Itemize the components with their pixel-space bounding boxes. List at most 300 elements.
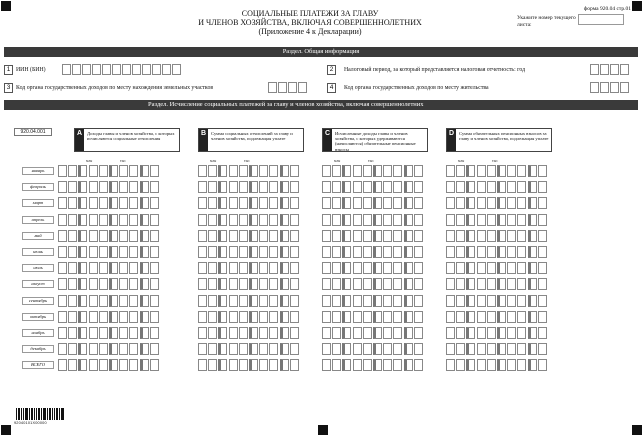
amount-digit-cell[interactable]	[507, 311, 516, 323]
amount-digit-cell[interactable]	[477, 230, 486, 242]
amount-digit-cell[interactable]	[99, 295, 108, 307]
amount-digit-cell[interactable]	[78, 246, 87, 258]
amount-digit-cell[interactable]	[353, 165, 362, 177]
amount-digit-cell[interactable]	[119, 214, 128, 226]
iin-digit-cell[interactable]	[132, 64, 141, 75]
amount-digit-cell[interactable]	[322, 214, 331, 226]
amount-digit-cell[interactable]	[89, 165, 98, 177]
amount-digit-cell[interactable]	[446, 278, 455, 290]
amount-digit-cell[interactable]	[150, 246, 159, 258]
amount-digit-cell[interactable]	[528, 327, 537, 339]
amount-digit-cell[interactable]	[239, 197, 248, 209]
amount-digit-cell[interactable]	[109, 181, 118, 193]
amount-digit-cell[interactable]	[99, 343, 108, 355]
amount-digit-cell[interactable]	[373, 165, 382, 177]
amount-digit-cell[interactable]	[517, 295, 526, 307]
amount-digit-cell[interactable]	[487, 246, 496, 258]
amount-digit-cell[interactable]	[456, 343, 465, 355]
amount-digit-cell[interactable]	[290, 343, 299, 355]
amount-digit-cell[interactable]	[342, 181, 351, 193]
amount-digit-cell[interactable]	[269, 165, 278, 177]
amount-digit-cell[interactable]	[280, 343, 289, 355]
amount-digit-cell[interactable]	[129, 214, 138, 226]
amount-digit-cell[interactable]	[208, 165, 217, 177]
amount-digit-cell[interactable]	[383, 278, 392, 290]
amount-digit-cell[interactable]	[89, 197, 98, 209]
amount-digit-cell[interactable]	[497, 246, 506, 258]
amount-digit-cell[interactable]	[393, 327, 402, 339]
amount-digit-cell[interactable]	[249, 230, 258, 242]
amount-digit-cell[interactable]	[528, 295, 537, 307]
amount-digit-cell[interactable]	[487, 165, 496, 177]
amount-digit-cell[interactable]	[280, 230, 289, 242]
amount-digit-cell[interactable]	[477, 165, 486, 177]
amount-digit-cell[interactable]	[78, 181, 87, 193]
amount-digit-cell[interactable]	[259, 230, 268, 242]
amount-digit-cell[interactable]	[322, 246, 331, 258]
amount-digit-cell[interactable]	[363, 214, 372, 226]
amount-digit-cell[interactable]	[446, 295, 455, 307]
amount-digit-cell[interactable]	[119, 343, 128, 355]
amount-digit-cell[interactable]	[58, 246, 67, 258]
amount-digit-cell[interactable]	[507, 343, 516, 355]
amount-digit-cell[interactable]	[119, 327, 128, 339]
amount-digit-cell[interactable]	[150, 327, 159, 339]
amount-digit-cell[interactable]	[393, 311, 402, 323]
amount-digit-cell[interactable]	[119, 181, 128, 193]
amount-digit-cell[interactable]	[353, 214, 362, 226]
amount-digit-cell[interactable]	[373, 246, 382, 258]
amount-digit-cell[interactable]	[497, 181, 506, 193]
amount-digit-cell[interactable]	[393, 262, 402, 274]
amount-digit-cell[interactable]	[259, 214, 268, 226]
amount-digit-cell[interactable]	[269, 246, 278, 258]
amount-digit-cell[interactable]	[68, 311, 77, 323]
amount-digit-cell[interactable]	[150, 230, 159, 242]
amount-digit-cell[interactable]	[497, 165, 506, 177]
amount-digit-cell[interactable]	[456, 165, 465, 177]
amount-digit-cell[interactable]	[393, 214, 402, 226]
amount-digit-cell[interactable]	[109, 327, 118, 339]
amount-digit-cell[interactable]	[280, 246, 289, 258]
amount-digit-cell[interactable]	[58, 181, 67, 193]
amount-digit-cell[interactable]	[249, 311, 258, 323]
amount-digit-cell[interactable]	[332, 327, 341, 339]
amount-digit-cell[interactable]	[229, 327, 238, 339]
amount-digit-cell[interactable]	[140, 262, 149, 274]
amount-digit-cell[interactable]	[507, 295, 516, 307]
amount-digit-cell[interactable]	[322, 262, 331, 274]
amount-digit-cell[interactable]	[404, 295, 413, 307]
amount-digit-cell[interactable]	[383, 262, 392, 274]
amount-digit-cell[interactable]	[517, 359, 526, 371]
amount-digit-cell[interactable]	[290, 214, 299, 226]
amount-digit-cell[interactable]	[414, 343, 423, 355]
amount-digit-cell[interactable]	[208, 327, 217, 339]
amount-digit-cell[interactable]	[383, 181, 392, 193]
amount-digit-cell[interactable]	[507, 359, 516, 371]
amount-digit-cell[interactable]	[119, 311, 128, 323]
amount-digit-cell[interactable]	[332, 278, 341, 290]
amount-digit-cell[interactable]	[538, 343, 547, 355]
amount-digit-cell[interactable]	[280, 327, 289, 339]
amount-digit-cell[interactable]	[538, 262, 547, 274]
amount-digit-cell[interactable]	[198, 214, 207, 226]
amount-digit-cell[interactable]	[208, 278, 217, 290]
amount-digit-cell[interactable]	[528, 278, 537, 290]
amount-digit-cell[interactable]	[322, 165, 331, 177]
page-number-field[interactable]	[578, 14, 624, 25]
amount-digit-cell[interactable]	[208, 214, 217, 226]
amount-digit-cell[interactable]	[208, 295, 217, 307]
amount-digit-cell[interactable]	[373, 343, 382, 355]
amount-digit-cell[interactable]	[249, 327, 258, 339]
amount-digit-cell[interactable]	[249, 181, 258, 193]
amount-digit-cell[interactable]	[150, 181, 159, 193]
amount-digit-cell[interactable]	[280, 262, 289, 274]
amount-digit-cell[interactable]	[414, 246, 423, 258]
amount-digit-cell[interactable]	[373, 278, 382, 290]
year-digit-cell[interactable]	[600, 64, 609, 75]
amount-digit-cell[interactable]	[332, 181, 341, 193]
amount-digit-cell[interactable]	[393, 246, 402, 258]
amount-digit-cell[interactable]	[229, 230, 238, 242]
amount-digit-cell[interactable]	[269, 181, 278, 193]
amount-digit-cell[interactable]	[218, 165, 227, 177]
amount-digit-cell[interactable]	[342, 165, 351, 177]
amount-digit-cell[interactable]	[353, 327, 362, 339]
amount-digit-cell[interactable]	[517, 246, 526, 258]
amount-digit-cell[interactable]	[99, 278, 108, 290]
amount-digit-cell[interactable]	[208, 230, 217, 242]
amount-digit-cell[interactable]	[78, 197, 87, 209]
amount-digit-cell[interactable]	[363, 262, 372, 274]
amount-digit-cell[interactable]	[477, 262, 486, 274]
amount-digit-cell[interactable]	[129, 181, 138, 193]
amount-digit-cell[interactable]	[404, 165, 413, 177]
amount-digit-cell[interactable]	[353, 230, 362, 242]
amount-digit-cell[interactable]	[332, 295, 341, 307]
amount-digit-cell[interactable]	[477, 311, 486, 323]
amount-digit-cell[interactable]	[129, 278, 138, 290]
amount-digit-cell[interactable]	[322, 343, 331, 355]
amount-digit-cell[interactable]	[414, 295, 423, 307]
amount-digit-cell[interactable]	[198, 262, 207, 274]
amount-digit-cell[interactable]	[259, 197, 268, 209]
amount-digit-cell[interactable]	[507, 230, 516, 242]
amount-digit-cell[interactable]	[239, 262, 248, 274]
amount-digit-cell[interactable]	[129, 246, 138, 258]
amount-digit-cell[interactable]	[140, 165, 149, 177]
amount-digit-cell[interactable]	[332, 214, 341, 226]
amount-digit-cell[interactable]	[109, 197, 118, 209]
amount-digit-cell[interactable]	[68, 197, 77, 209]
amount-digit-cell[interactable]	[538, 197, 547, 209]
amount-digit-cell[interactable]	[373, 214, 382, 226]
amount-digit-cell[interactable]	[466, 311, 475, 323]
amount-digit-cell[interactable]	[342, 327, 351, 339]
amount-digit-cell[interactable]	[218, 181, 227, 193]
amount-digit-cell[interactable]	[208, 181, 217, 193]
amount-digit-cell[interactable]	[129, 327, 138, 339]
amount-digit-cell[interactable]	[58, 343, 67, 355]
amount-digit-cell[interactable]	[383, 165, 392, 177]
amount-digit-cell[interactable]	[477, 327, 486, 339]
amount-digit-cell[interactable]	[290, 311, 299, 323]
amount-digit-cell[interactable]	[466, 343, 475, 355]
amount-digit-cell[interactable]	[58, 327, 67, 339]
amount-digit-cell[interactable]	[99, 214, 108, 226]
amount-digit-cell[interactable]	[58, 214, 67, 226]
amount-digit-cell[interactable]	[353, 246, 362, 258]
amount-digit-cell[interactable]	[517, 165, 526, 177]
amount-digit-cell[interactable]	[528, 359, 537, 371]
amount-digit-cell[interactable]	[456, 359, 465, 371]
amount-digit-cell[interactable]	[507, 278, 516, 290]
amount-digit-cell[interactable]	[342, 359, 351, 371]
amount-digit-cell[interactable]	[487, 343, 496, 355]
amount-digit-cell[interactable]	[89, 214, 98, 226]
amount-digit-cell[interactable]	[507, 197, 516, 209]
residence-code-digit-cell[interactable]	[610, 82, 619, 93]
amount-digit-cell[interactable]	[507, 165, 516, 177]
amount-digit-cell[interactable]	[383, 214, 392, 226]
amount-digit-cell[interactable]	[466, 197, 475, 209]
amount-digit-cell[interactable]	[487, 295, 496, 307]
amount-digit-cell[interactable]	[290, 246, 299, 258]
amount-digit-cell[interactable]	[229, 246, 238, 258]
amount-digit-cell[interactable]	[353, 359, 362, 371]
amount-digit-cell[interactable]	[404, 359, 413, 371]
amount-digit-cell[interactable]	[249, 295, 258, 307]
amount-digit-cell[interactable]	[150, 165, 159, 177]
amount-digit-cell[interactable]	[119, 197, 128, 209]
amount-digit-cell[interactable]	[140, 246, 149, 258]
amount-digit-cell[interactable]	[322, 278, 331, 290]
amount-digit-cell[interactable]	[477, 197, 486, 209]
amount-digit-cell[interactable]	[259, 246, 268, 258]
amount-digit-cell[interactable]	[528, 165, 537, 177]
amount-digit-cell[interactable]	[456, 230, 465, 242]
amount-digit-cell[interactable]	[353, 295, 362, 307]
amount-digit-cell[interactable]	[249, 246, 258, 258]
amount-digit-cell[interactable]	[58, 359, 67, 371]
amount-digit-cell[interactable]	[538, 359, 547, 371]
amount-digit-cell[interactable]	[78, 165, 87, 177]
amount-digit-cell[interactable]	[497, 295, 506, 307]
amount-digit-cell[interactable]	[239, 181, 248, 193]
amount-digit-cell[interactable]	[342, 311, 351, 323]
amount-digit-cell[interactable]	[249, 359, 258, 371]
amount-digit-cell[interactable]	[269, 327, 278, 339]
amount-digit-cell[interactable]	[280, 359, 289, 371]
amount-digit-cell[interactable]	[150, 311, 159, 323]
amount-digit-cell[interactable]	[249, 343, 258, 355]
amount-digit-cell[interactable]	[456, 295, 465, 307]
amount-digit-cell[interactable]	[414, 197, 423, 209]
amount-digit-cell[interactable]	[517, 197, 526, 209]
amount-digit-cell[interactable]	[363, 246, 372, 258]
amount-digit-cell[interactable]	[68, 295, 77, 307]
amount-digit-cell[interactable]	[373, 181, 382, 193]
amount-digit-cell[interactable]	[99, 181, 108, 193]
amount-digit-cell[interactable]	[218, 197, 227, 209]
amount-digit-cell[interactable]	[393, 197, 402, 209]
amount-digit-cell[interactable]	[497, 311, 506, 323]
amount-digit-cell[interactable]	[393, 295, 402, 307]
amount-digit-cell[interactable]	[198, 230, 207, 242]
amount-digit-cell[interactable]	[109, 311, 118, 323]
amount-digit-cell[interactable]	[322, 181, 331, 193]
amount-digit-cell[interactable]	[507, 327, 516, 339]
amount-digit-cell[interactable]	[517, 230, 526, 242]
amount-digit-cell[interactable]	[89, 181, 98, 193]
amount-digit-cell[interactable]	[229, 359, 238, 371]
amount-digit-cell[interactable]	[456, 327, 465, 339]
amount-digit-cell[interactable]	[78, 278, 87, 290]
amount-digit-cell[interactable]	[239, 327, 248, 339]
amount-digit-cell[interactable]	[259, 311, 268, 323]
amount-digit-cell[interactable]	[528, 262, 537, 274]
amount-digit-cell[interactable]	[198, 181, 207, 193]
amount-digit-cell[interactable]	[477, 359, 486, 371]
amount-digit-cell[interactable]	[446, 181, 455, 193]
amount-digit-cell[interactable]	[383, 246, 392, 258]
amount-digit-cell[interactable]	[129, 311, 138, 323]
amount-digit-cell[interactable]	[229, 295, 238, 307]
amount-digit-cell[interactable]	[342, 295, 351, 307]
amount-digit-cell[interactable]	[342, 262, 351, 274]
amount-digit-cell[interactable]	[528, 181, 537, 193]
amount-digit-cell[interactable]	[58, 311, 67, 323]
amount-digit-cell[interactable]	[446, 262, 455, 274]
residence-code-digit-cell[interactable]	[620, 82, 629, 93]
amount-digit-cell[interactable]	[517, 327, 526, 339]
amount-digit-cell[interactable]	[109, 295, 118, 307]
amount-digit-cell[interactable]	[353, 262, 362, 274]
amount-digit-cell[interactable]	[538, 181, 547, 193]
amount-digit-cell[interactable]	[363, 230, 372, 242]
amount-digit-cell[interactable]	[538, 327, 547, 339]
amount-digit-cell[interactable]	[322, 327, 331, 339]
amount-digit-cell[interactable]	[129, 230, 138, 242]
amount-digit-cell[interactable]	[404, 343, 413, 355]
amount-digit-cell[interactable]	[393, 343, 402, 355]
amount-digit-cell[interactable]	[497, 343, 506, 355]
amount-digit-cell[interactable]	[487, 230, 496, 242]
amount-digit-cell[interactable]	[383, 343, 392, 355]
amount-digit-cell[interactable]	[140, 197, 149, 209]
amount-digit-cell[interactable]	[353, 197, 362, 209]
amount-digit-cell[interactable]	[517, 262, 526, 274]
amount-digit-cell[interactable]	[99, 165, 108, 177]
amount-digit-cell[interactable]	[446, 214, 455, 226]
amount-digit-cell[interactable]	[78, 343, 87, 355]
amount-digit-cell[interactable]	[538, 295, 547, 307]
amount-digit-cell[interactable]	[383, 197, 392, 209]
amount-digit-cell[interactable]	[229, 262, 238, 274]
amount-digit-cell[interactable]	[456, 181, 465, 193]
amount-digit-cell[interactable]	[259, 262, 268, 274]
amount-digit-cell[interactable]	[466, 295, 475, 307]
amount-digit-cell[interactable]	[208, 343, 217, 355]
amount-digit-cell[interactable]	[239, 359, 248, 371]
amount-digit-cell[interactable]	[446, 246, 455, 258]
amount-digit-cell[interactable]	[363, 359, 372, 371]
amount-digit-cell[interactable]	[322, 230, 331, 242]
amount-digit-cell[interactable]	[373, 295, 382, 307]
amount-digit-cell[interactable]	[414, 311, 423, 323]
iin-digit-cell[interactable]	[82, 64, 91, 75]
amount-digit-cell[interactable]	[68, 230, 77, 242]
amount-digit-cell[interactable]	[363, 197, 372, 209]
amount-digit-cell[interactable]	[109, 343, 118, 355]
amount-digit-cell[interactable]	[332, 197, 341, 209]
amount-digit-cell[interactable]	[332, 246, 341, 258]
amount-digit-cell[interactable]	[150, 295, 159, 307]
amount-digit-cell[interactable]	[290, 197, 299, 209]
amount-digit-cell[interactable]	[487, 311, 496, 323]
amount-digit-cell[interactable]	[89, 311, 98, 323]
amount-digit-cell[interactable]	[269, 230, 278, 242]
amount-digit-cell[interactable]	[269, 278, 278, 290]
amount-digit-cell[interactable]	[269, 295, 278, 307]
land-code-digit-cell[interactable]	[268, 82, 277, 93]
amount-digit-cell[interactable]	[99, 311, 108, 323]
amount-digit-cell[interactable]	[68, 359, 77, 371]
amount-digit-cell[interactable]	[99, 246, 108, 258]
amount-digit-cell[interactable]	[150, 197, 159, 209]
amount-digit-cell[interactable]	[119, 262, 128, 274]
amount-digit-cell[interactable]	[269, 343, 278, 355]
amount-digit-cell[interactable]	[477, 295, 486, 307]
amount-digit-cell[interactable]	[497, 359, 506, 371]
amount-digit-cell[interactable]	[68, 181, 77, 193]
amount-digit-cell[interactable]	[78, 295, 87, 307]
amount-digit-cell[interactable]	[140, 327, 149, 339]
amount-digit-cell[interactable]	[198, 246, 207, 258]
amount-digit-cell[interactable]	[538, 278, 547, 290]
amount-digit-cell[interactable]	[290, 230, 299, 242]
amount-digit-cell[interactable]	[528, 311, 537, 323]
iin-digit-cell[interactable]	[172, 64, 181, 75]
amount-digit-cell[interactable]	[363, 343, 372, 355]
amount-digit-cell[interactable]	[140, 311, 149, 323]
amount-digit-cell[interactable]	[446, 230, 455, 242]
amount-digit-cell[interactable]	[129, 165, 138, 177]
amount-digit-cell[interactable]	[229, 343, 238, 355]
amount-digit-cell[interactable]	[322, 311, 331, 323]
amount-digit-cell[interactable]	[487, 214, 496, 226]
amount-digit-cell[interactable]	[404, 246, 413, 258]
amount-digit-cell[interactable]	[269, 197, 278, 209]
amount-digit-cell[interactable]	[363, 181, 372, 193]
amount-digit-cell[interactable]	[404, 262, 413, 274]
amount-digit-cell[interactable]	[68, 214, 77, 226]
amount-digit-cell[interactable]	[259, 295, 268, 307]
land-code-digit-cell[interactable]	[278, 82, 287, 93]
amount-digit-cell[interactable]	[218, 295, 227, 307]
amount-digit-cell[interactable]	[140, 214, 149, 226]
amount-digit-cell[interactable]	[249, 214, 258, 226]
amount-digit-cell[interactable]	[322, 197, 331, 209]
amount-digit-cell[interactable]	[363, 327, 372, 339]
amount-digit-cell[interactable]	[466, 278, 475, 290]
amount-digit-cell[interactable]	[198, 343, 207, 355]
amount-digit-cell[interactable]	[414, 165, 423, 177]
amount-digit-cell[interactable]	[150, 343, 159, 355]
amount-digit-cell[interactable]	[109, 230, 118, 242]
